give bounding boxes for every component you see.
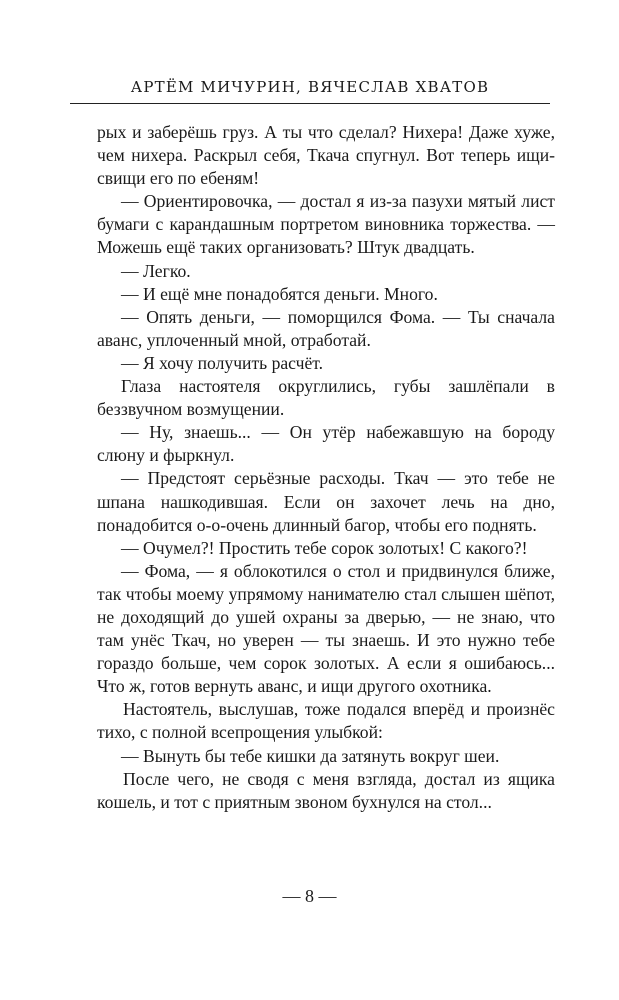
paragraph: — Легко. bbox=[121, 260, 191, 281]
paragraph: — Очумел?! Простить тебе сорок золотых! С какого?! bbox=[121, 537, 528, 558]
paragraph: — И ещё мне понадобятся деньги. Много. bbox=[121, 283, 438, 304]
body-text bbox=[97, 121, 555, 814]
paragraph: — Ориентировочка, — достал я из-за пазухи мятый лист бумаги с карандашным портретом виновника торжества. — Можешь ещё таких организовать? Штук двадцать. bbox=[97, 191, 555, 258]
paragraph: — Предстоят серьёзные расходы. Ткач — это тебе не шпана нашкодившая. Если он захочет лечь на дно, понадобится о-о-очень длинный багор, чтобы его поднять. bbox=[97, 468, 555, 535]
running-header: АРТЁМ МИЧУРИН, ВЯЧЕСЛАВ ХВАТОВ bbox=[130, 78, 490, 96]
header-rule bbox=[70, 103, 550, 104]
paragraph: рых и заберёшь груз. А ты что сделал? Нихера! Даже хуже, чем нихера. Раскрыл себя, Ткача спугнул. Вот теперь ищи-свищи его по ебеням! bbox=[97, 122, 555, 189]
paragraph: Глаза настоятеля округлились, губы зашлёпали в беззвучном возмущении. bbox=[97, 376, 555, 420]
paragraph: — Ну, знаешь... — Он утёр набежавшую на бороду слюну и фыркнул. bbox=[97, 422, 555, 466]
paragraph: — Я хочу получить расчёт. bbox=[121, 352, 324, 373]
paragraph: — Вынуть бы тебе кишки да затянуть вокруг шеи. bbox=[121, 745, 500, 766]
paragraph: Настоятель, выслушав, тоже подался вперёд и произнёс тихо, с полной всепрощения улыбкой: bbox=[97, 699, 555, 743]
paragraph: — Фома, — я облокотился о стол и придвинулся ближе, так чтобы моему упрямому нанимателю стал слышен шёпот, не доходящий до ушей охраны за дверью, — не знаю, что там унёс Ткач, но уверен — ты знаешь. И это нужно тебе гораздо больше, чем сорок золотых. А если я ошибаюсь... Что ж, готов вернуть аванс, и ищи другого охотника. bbox=[97, 560, 555, 697]
paragraph: После чего, не сводя с меня взгляда, достал из ящика кошель, и тот с приятным звоном бухнулся на стол... bbox=[97, 768, 555, 812]
paragraph: — Опять деньги, — поморщился Фома. — Ты сначала аванс, уплоченный мной, отработай. bbox=[97, 306, 555, 350]
page-number: — 8 — bbox=[282, 886, 337, 906]
